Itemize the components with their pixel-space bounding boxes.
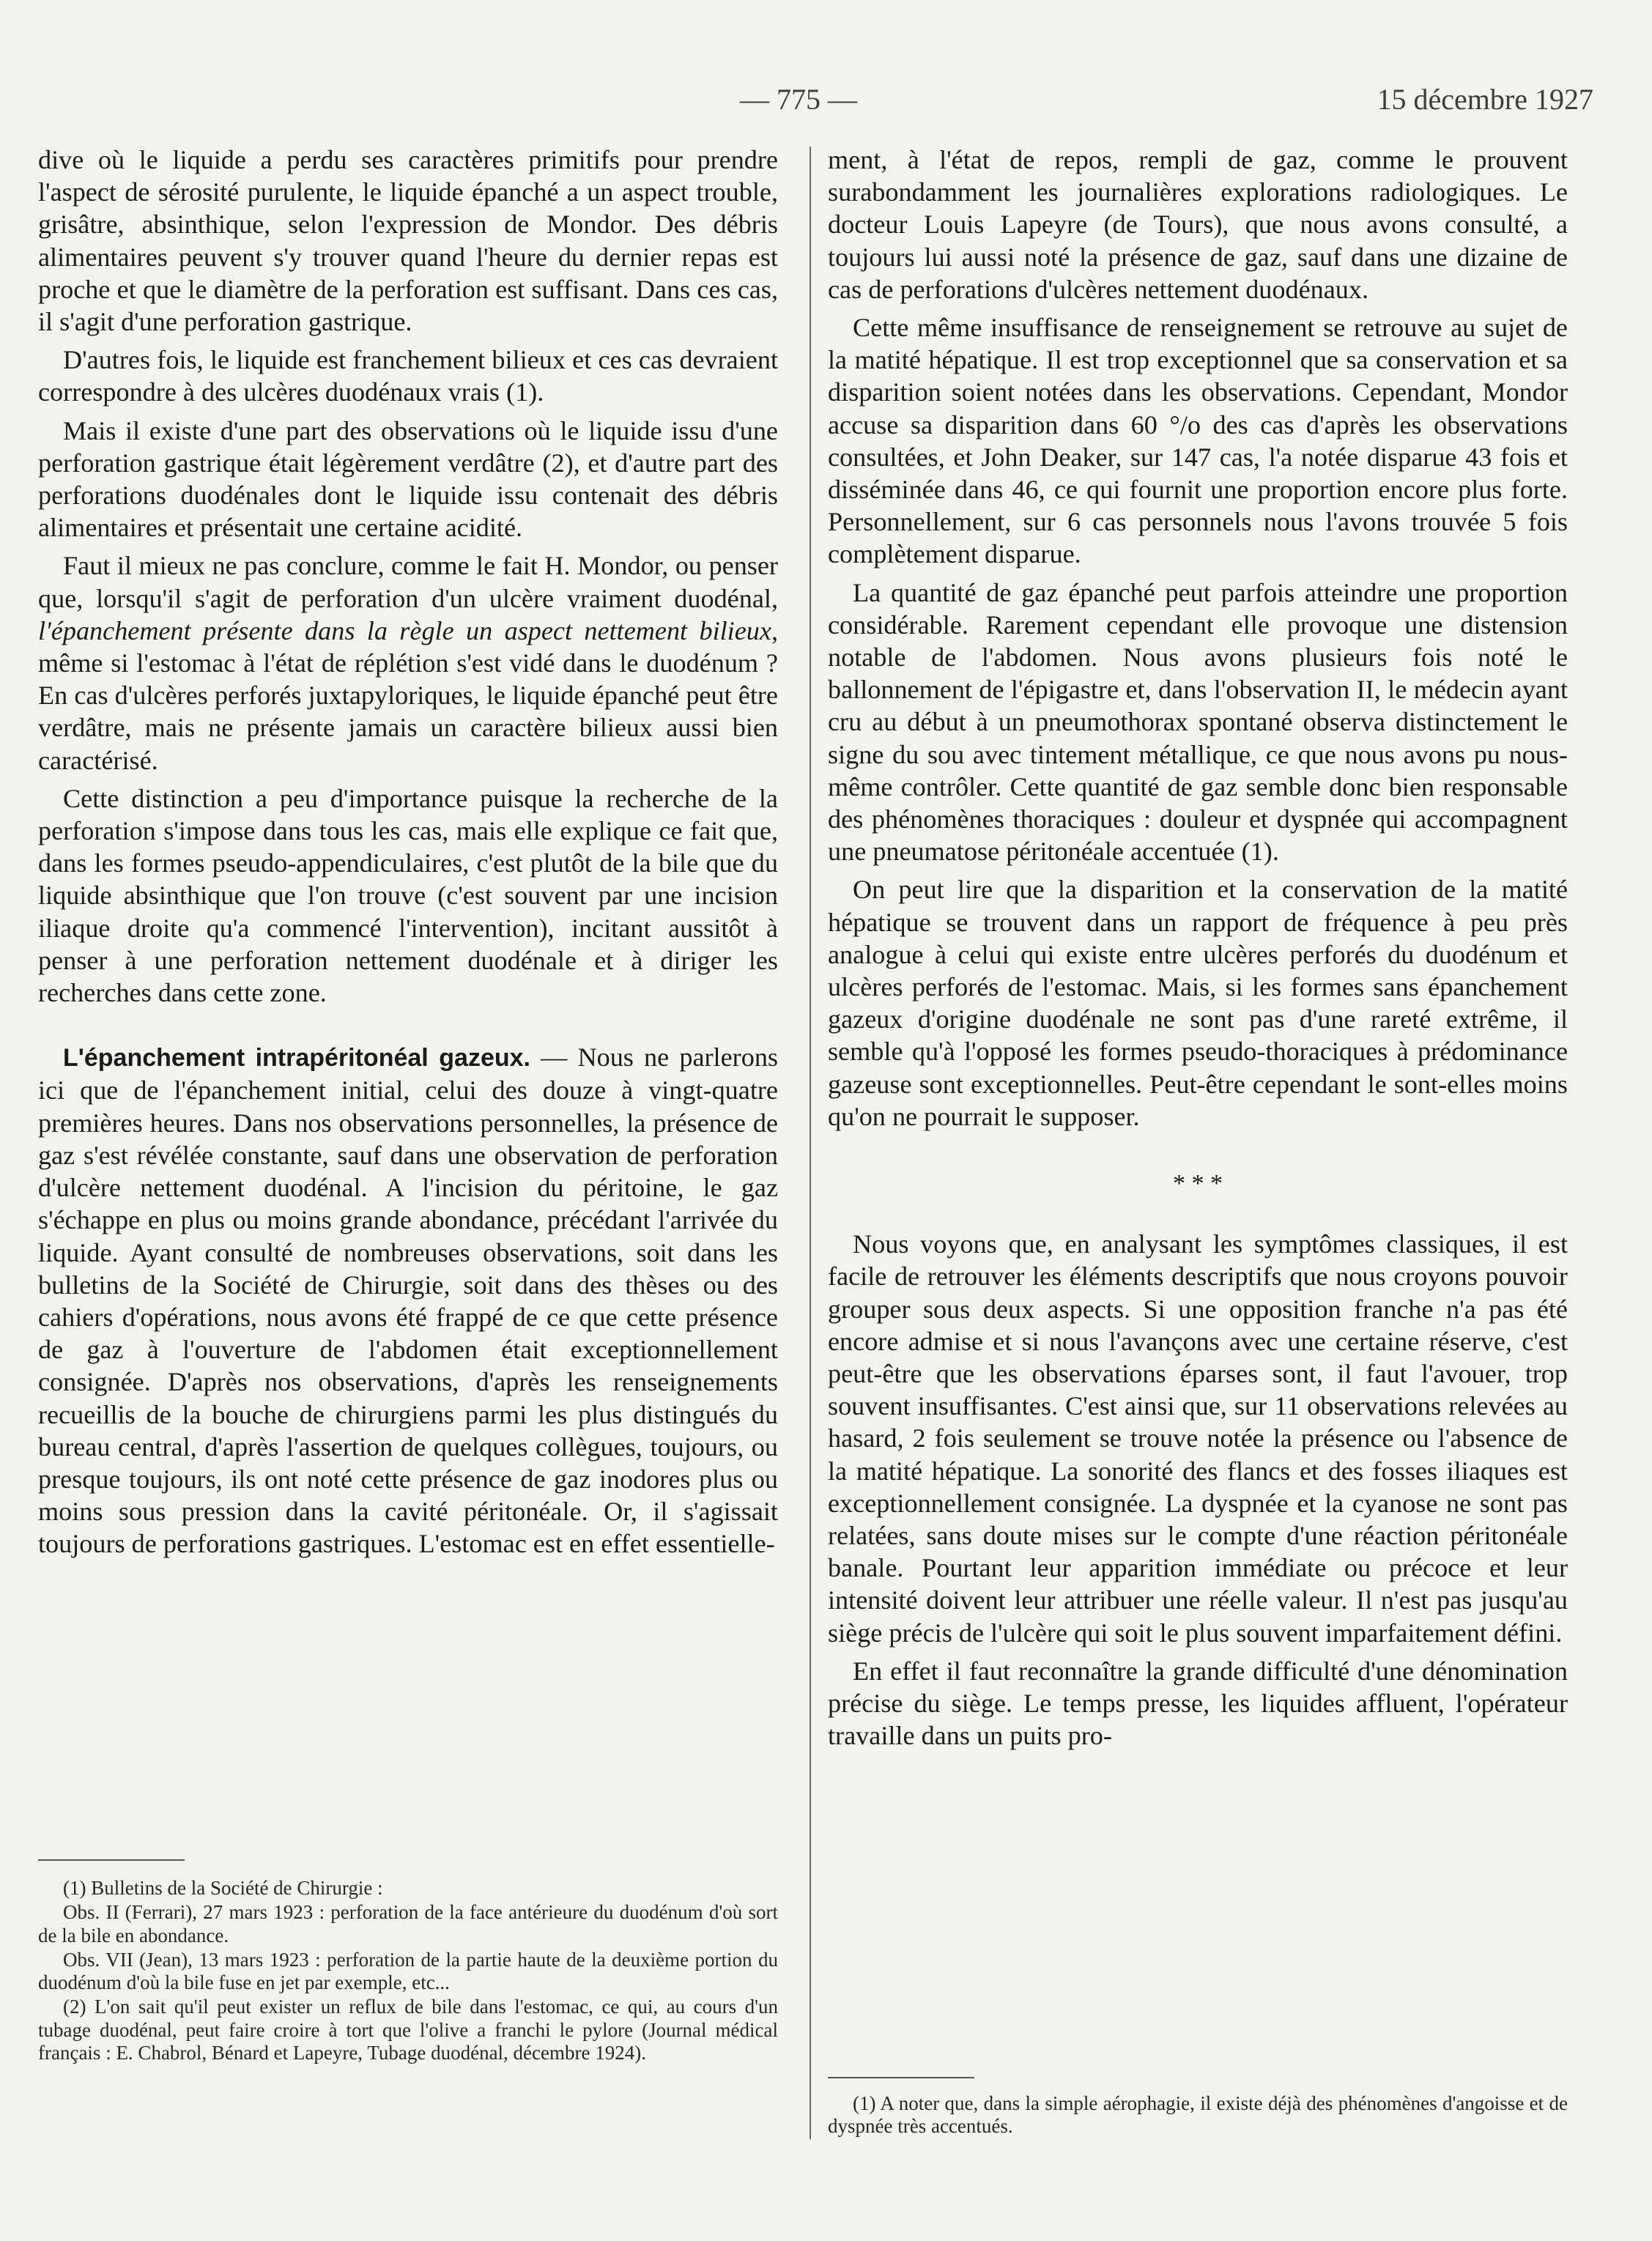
issue-date: 15 décembre 1927 (1377, 83, 1593, 116)
page-number: — 775 — (740, 83, 857, 116)
section-paragraph (38, 1041, 778, 1560)
footnote-1: (1) Bulletins de la Société de Chirurgie : (63, 1877, 383, 1899)
column-divider (810, 147, 811, 2139)
footnote-1-obs-vii: Obs. VII (Jean), 13 mars 1923 : perforation de la partie haute de la deuxième portion du duodénum d'où la bile fuse en jet par exemple, etc... (38, 1948, 778, 1994)
left-footnotes (38, 1877, 778, 2066)
right-paragraph-1: ment, à l'état de repos, rempli de gaz, comme le prouvent surabondamment les journalières explorations radiologiques. Le docteur Louis Lapeyre (de Tours), que nous avons consulté, a toujours lui aussi noté la présence de gaz, sauf dans une dizaine de cas de perforations d'ulcères nettement duodénaux. (828, 145, 1568, 304)
footnote-2: (2) L'on sait qu'il peut exister un reflux de bile dans l'estomac, ce qui, au cours d'un tubage duodénal, peut faire croire à tort que l'olive a franchi le pylore (Journal médical français : E. Chabrol, Bénard et Lapeyre, Tubage duodénal, décembre 1924). (38, 1996, 778, 2064)
right-footnote-1: (1) A noter que, dans la simple aérophagie, il existe déjà des phénomènes d'angoisse et de dyspnée très accentués. (828, 2092, 1568, 2138)
left-paragraph-4 (38, 549, 778, 776)
p4-emphasis: l'épanchement présente dans la règle un aspect nettement bilieux (38, 615, 771, 645)
right-paragraph-5: Nous voyons que, en analysant les symptômes classiques, il est facile de retrouver les éléments descriptifs que nous croyons pouvoir grouper sous deux aspects. Si une opposition franche n'a pas été encore admise et si nous l'avançons avec une certaine réserve, c'est peut-être que les observations éparses sont, il faut l'avouer, trop souvent insuffisantes. C'est ainsi que, sur 11 observations relevées au hasard, 2 fois seulement se trouve notée la présence ou l'absence de la matité hépatique. La sonorité des flancs et des fosses iliaques est exceptionnellement consignée. La dyspnée et la cyanose ne sont pas relatées, sans doute mises sur le compte d'une réaction péritonéale banale. Pourtant leur apparition immédiate ou précoce et leur intensité doivent leur attribuer une réelle valeur. Il n'est pas jusqu'au siège précis de l'ulcère qui soit le plus souvent imparfaitement défini. (828, 1229, 1568, 1648)
footnote-1-obs-ii: Obs. II (Ferrari), 27 mars 1923 : perforation de la face antérieure du duodénum d'où sort de la bile en abondance. (38, 1901, 778, 1946)
right-paragraph-3: La quantité de gaz épanché peut parfois atteindre une proportion considérable. Rarement cependant elle provoque une distension notable de l'abdomen. Nous avons plusieurs fois noté le ballonnement de l'épigastre et, dans l'observation II, le médecin ayant cru au début à un pneumothorax spontané observa distinctement le signe du sou avec tintement métallique, ce que nous avons pu nous-même contrôler. Cette quantité de gaz semble donc bien responsable des phénomènes thoraciques : douleur et dyspnée qui accompagnent une pneumatose péritonéale accentuée (1). (828, 577, 1568, 867)
left-paragraph-2: D'autres fois, le liquide est franchement bilieux et ces cas devraient correspondre à des ulcères duodénaux vrais (1). (38, 345, 778, 407)
p4-text-b: , même si l'estomac à l'état de réplétion s'est vidé dans le duodénum ? En cas d'ulcères perforés juxtapyloriques, le liquide épanché peut être verdâtre, mais ne présente jamais un caractère bilieux aussi bien caractérisé. (38, 615, 778, 775)
page-header (0, 82, 1652, 126)
left-paragraph-5: Cette distinction a peu d'importance puisque la recherche de la perforation s'impose dans tous les cas, mais elle explique ce fait que, dans les formes pseudo-appendiculaires, c'est plutôt de la bile que du liquide absinthique que l'on trouve (c'est souvent par une incision iliaque droite qu'a commencé l'intervention), incitant aussitôt à penser à une perforation nettement duodénale et à diriger les recherches dans cette zone. (38, 783, 778, 1008)
footnote-rule-left (38, 1859, 185, 1861)
section-text: — Nous ne parlerons ici que de l'épanchement initial, celui des douze à vingt-quatre premières heures. Dans nos observations personnelles, la présence de gaz s'est révélée constante, sauf dans une observation de perforation d'ulcère nettement duodénal. A l'incision du péritoine, le gaz s'échappe en plus ou moins grande abondance, précédant l'arrivée du liquide. Ayant consulté de nombreuses observations, soit dans les bulletins de la Société de Chirurgie, soit dans des thèses ou des cahiers d'opérations, nous avons été frappé de ce que cette présence de gaz à l'ouverture de l'abdomen était exceptionnellement consignée. D'après nos observations, d'après les renseignements recueillis de la bouche de chirurgiens parmi les plus distingués du bureau central, d'après l'assertion de quelques collègues, toujours, ou presque toujours, ils ont noté cette présence de gaz inodores plus ou moins sous pression dans la cavité péritonéale. Or, il s'agissait toujours de perforations gastriques. L'estomac est en effet essentielle- (38, 1042, 778, 1559)
footnote-rule-right (828, 2077, 974, 2078)
section-title: L'épanchement intrapéritonéal gazeux. (63, 1044, 530, 1073)
right-column (828, 144, 1568, 1757)
section-separator-stars: * * * (1173, 1170, 1223, 1198)
right-paragraph-4: On peut lire que la disparition et la conservation de la matité hépatique se trouvent dans un rapport de fréquence à peu près analogue à celui qui existe entre ulcères perforés du duodénum et ulcères perforés de l'estomac. Mais, si les formes sans épanchement gazeux d'origine duodénale ne sont pas d'une rareté extrême, il semble qu'à l'opposé les formes pseudo-thoraciques à prédominance gazeuse sont exceptionnelles. Peut-être cependant le sont-elles moins qu'on ne pourrait le supposer. (828, 875, 1568, 1131)
p4-text-a: Faut il mieux ne pas conclure, comme le fait H. Mondor, ou penser que, lorsqu'il s'agit de perforation d'un ulcère vraiment duodénal, (38, 551, 778, 613)
left-paragraph-3: Mais il existe d'une part des observations où le liquide issu d'une perforation gastrique était légèrement verdâtre (2), et d'autre part des perforations duodénales dont le liquide issu contenait des débris alimentaires et présentait une certaine acidité. (38, 415, 778, 543)
left-paragraph-1: dive où le liquide a perdu ses caractères primitifs pour prendre l'aspect de sérosité purulente, le liquide épanché a un aspect trouble, grisâtre, absinthique, selon l'expression de Mondor. Des débris alimentaires peuvent s'y trouver quand l'heure du dernier repas est proche et que le diamètre de la perforation est suffisant. Dans ces cas, il s'agit d'une perforation gastrique. (38, 145, 778, 337)
right-footnotes (828, 2092, 1568, 2140)
right-paragraph-2: Cette même insuffisance de renseignement se retrouve au sujet de la matité hépatique. Il est trop exceptionnel que sa conservation et sa disparition soient notées dans les observations. Cependant, Mondor accuse sa disparition dans 60 °/o des cas d'après les observations consultées, et John Deaker, sur 147 cas, l'a notée disparue 43 fois et disséminée dans 46, ce qui fournit une proportion encore plus forte. Personnellement, sur 6 cas personnels nous l'avons trouvée 5 fois complètement disparue. (828, 313, 1568, 569)
left-column (38, 144, 778, 1566)
right-paragraph-6: En effet il faut reconnaître la grande difficulté d'une dénomination précise du siège. Le temps presse, les liquides affluent, l'opérateur travaille dans un puits pro- (828, 1656, 1568, 1751)
